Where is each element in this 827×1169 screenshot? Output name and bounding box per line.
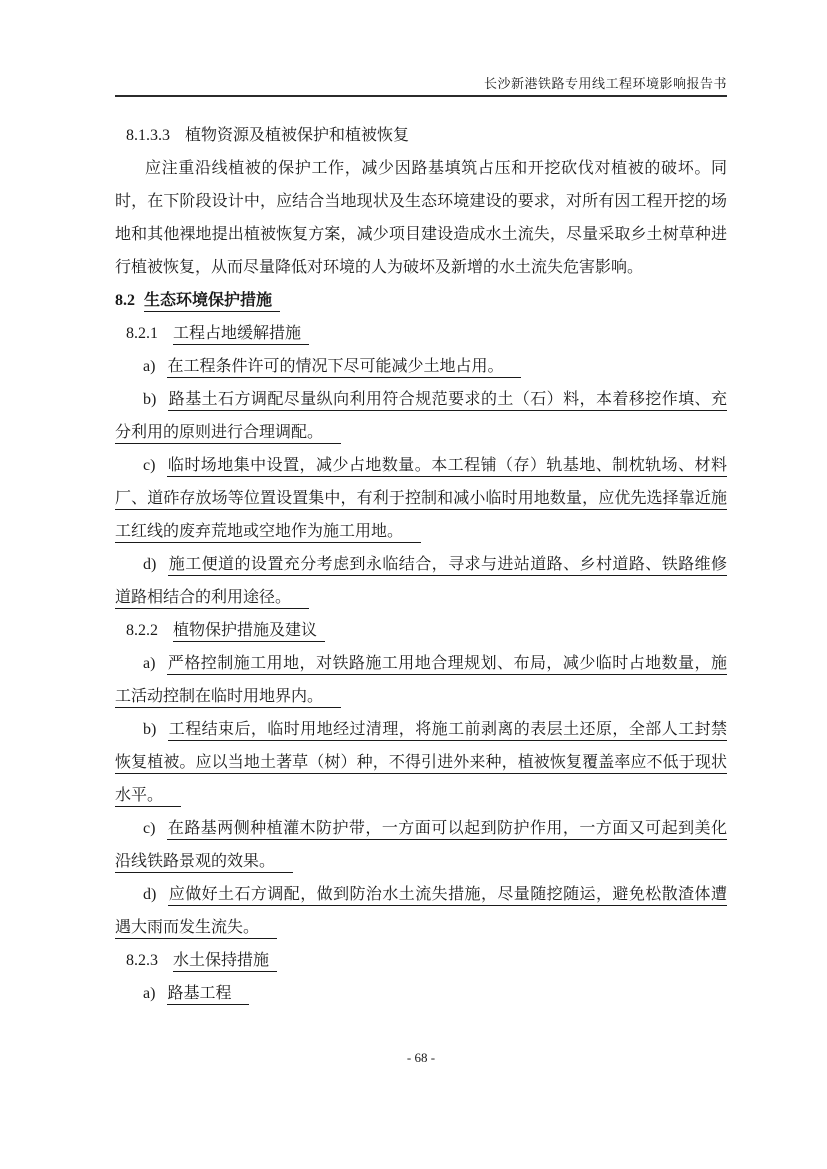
list-item-8-2-2-a (115, 647, 727, 713)
paragraph-vegetation-protection: 应注重沿线植被的保护工作，减少因路基填筑占压和开挖砍伐对植被的破坏。同时，在下阶段设计中，应结合当地现状及生态环境建设的要求，对所有因工程开挖的场地和其他裸地提出植被恢复方案，减少项目建设造成水土流失，尽量采取乡土树草种进行植被恢复，从而尽量降低对环境的人为破坏及新增的水土流失危害影响。 (115, 160, 727, 276)
item-label: c) (143, 820, 156, 837)
running-header-title: 长沙新港铁路专用线工程环境影响报告书 (483, 76, 727, 91)
item-text: 路基工程 (167, 985, 249, 1005)
section-title: 植物资源及植被保护和植被恢复 (185, 127, 410, 144)
item-text: 施工便道的设置充分考虑到永临结合，寻求与进站道路、乡村道路、铁路维修道路相结合的利用途径。 (115, 556, 727, 609)
section-title: 工程占地缓解措施 (173, 325, 309, 345)
header-divider (115, 95, 727, 97)
item-text: 应做好土石方调配，做到防治水土流失措施，尽量随挖随运，避免松散渣体遭遇大雨而发生流失。 (115, 886, 727, 939)
item-label: a) (143, 985, 156, 1002)
section-heading-8-1-3-3 (115, 119, 727, 152)
section-number: 8.2 (115, 292, 135, 309)
item-text: 在路基两侧种植灌木防护带，一方面可以起到防护作用，一方面又可起到美化沿线铁路景观的效果。 (115, 820, 727, 873)
list-item-8-2-2-b (115, 713, 727, 812)
item-label: b) (143, 721, 157, 738)
list-item-8-2-2-d (115, 878, 727, 944)
page-header (115, 0, 727, 97)
list-item-8-2-1-b (115, 383, 727, 449)
section-number: 8.2.3 (126, 952, 158, 969)
item-label: a) (143, 655, 156, 672)
item-label: d) (143, 556, 157, 573)
item-label: d) (143, 886, 157, 903)
page-number: - 68 - (406, 1050, 436, 1065)
section-heading-8-2 (115, 284, 727, 317)
section-number: 8.2.2 (126, 622, 158, 639)
section-number: 8.1.3.3 (126, 127, 170, 144)
item-text: 工程结束后，临时用地经过清理，将施工前剥离的表层土还原，全部人工封禁恢复植被。应以当地土著草（树）种，不得引进外来种，植被恢复覆盖率应不低于现状水平。 (115, 721, 727, 807)
page-footer (115, 1050, 727, 1066)
item-label: a) (143, 358, 156, 375)
item-text: 严格控制施工用地，对铁路施工用地合理规划、布局，减少临时占地数量，施工活动控制在临时用地界内。 (115, 655, 727, 708)
document-body (115, 119, 727, 1010)
list-item-8-2-3-a (115, 977, 727, 1010)
item-text: 在工程条件许可的情况下尽可能减少土地占用。 (167, 358, 521, 378)
section-title: 植物保护措施及建议 (173, 622, 325, 642)
section-heading-8-2-1 (115, 317, 727, 350)
section-number: 8.2.1 (126, 325, 158, 342)
item-text: 路基土石方调配尽量纵向利用符合规范要求的土（石）料，本着移挖作填、充分利用的原则进行合理调配。 (115, 391, 727, 444)
item-label: c) (143, 457, 156, 474)
list-item-8-2-1-a (115, 350, 727, 383)
section-title: 生态环境保护措施 (144, 292, 280, 312)
list-item-8-2-1-d (115, 548, 727, 614)
item-label: b) (143, 391, 157, 408)
list-item-8-2-2-c (115, 812, 727, 878)
section-heading-8-2-2 (115, 614, 727, 647)
section-heading-8-2-3 (115, 944, 727, 977)
list-item-8-2-1-c (115, 449, 727, 548)
item-text: 临时场地集中设置，减少占地数量。本工程铺（存）轨基地、制枕轨场、材料厂、道砟存放场等位置设置集中，有利于控制和减小临时用地数量，应优先选择靠近施工红线的废弃荒地或空地作为施工用地。 (115, 457, 727, 543)
section-title: 水土保持措施 (173, 952, 277, 972)
